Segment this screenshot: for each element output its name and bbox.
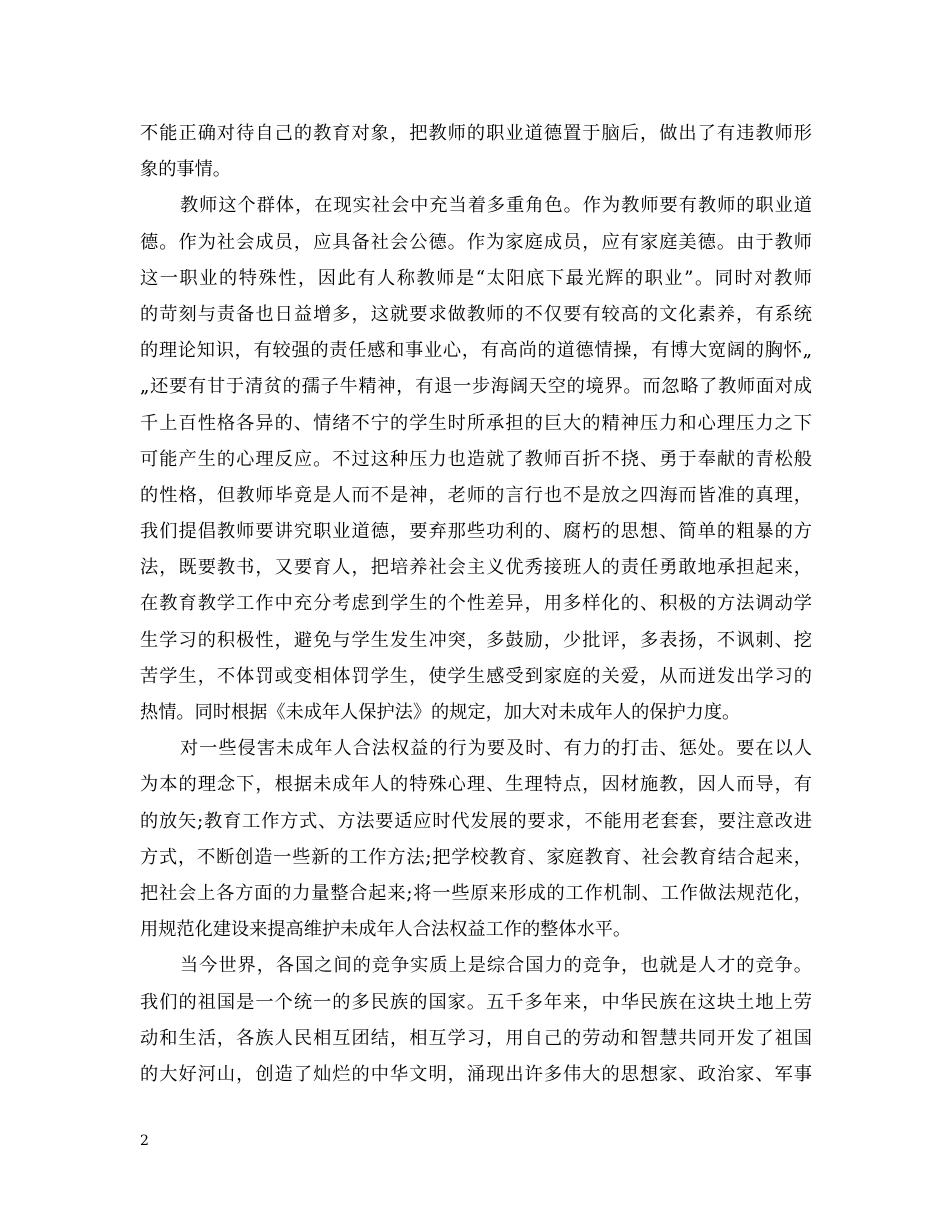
text-line: 千上百性格各异的、情绪不宁的学生时所承担的巨大的精神压力和心理压力之下 (140, 412, 812, 434)
text-line: 用规范化建设来提高维护未成年人合法权益工作的整体水平。 (140, 919, 632, 941)
text-line: 教师这个群体，在现实社会中充当着多重角色。作为教师要有教师的职业道 (180, 195, 812, 217)
page-number: 2 (140, 1133, 149, 1149)
body-text (140, 116, 812, 1093)
text-line: 在教育教学工作中充分考虑到学生的个性差异，用多样化的、积极的方法调动学 (140, 593, 812, 615)
text-line: 生学习的积极性，避免与学生发生冲突，多鼓励，少批评，多表扬，不讽刺、挖 (140, 629, 812, 651)
text-line: 热情。同时根据《未成年人保护法》的规定，加大对未成年人的保护力度。 (140, 702, 741, 723)
text-line: 不能正确对待自己的教育对象，把教师的职业道德置于脑后，做出了有违教师形 (140, 123, 812, 144)
text-line: 我们提倡教师要讲究职业道德，要弃那些功利的、腐朽的思想、简单的粗暴的方 (140, 521, 812, 543)
text-line: 苦学生，不体罚或变相体罚学生，使学生感受到家庭的关爱，从而迸发出学习的 (140, 665, 812, 687)
text-line: „还要有甘于清贫的孺子牛精神，有退一步海阔天空的境界。而忽略了教师面对成 (140, 376, 812, 398)
text-line: 动和生活，各族人民相互团结，相互学习，用自己的劳动和智慧共同开发了祖国 (140, 1027, 812, 1049)
text-line: 方式，不断创造一些新的工作方法;把学校教育、家庭教育、社会教育结合起来， (140, 846, 812, 868)
text-line: 象的事情。 (140, 159, 231, 181)
text-line: 法，既要教书，又要育人，把培养社会主义优秀接班人的责任勇敢地承担起来， (140, 557, 812, 579)
text-line: 为本的理念下，根据未成年人的特殊心理、生理特点，因材施教，因人而导，有 (140, 774, 812, 796)
text-line: 我们的祖国是一个统一的多民族的国家。五千多年来，中华民族在这块土地上劳 (140, 991, 812, 1013)
text-line: 当今世界，各国之间的竞争实质上是综合国力的竞争，也就是人才的竞争。 (180, 955, 812, 977)
text-line: 的放矢;教育工作方式、方法要适应时代发展的要求，不能用老套套，要注意改进 (140, 810, 812, 832)
text-line: 可能产生的心理反应。不过这种压力也造就了教师百折不挠、勇于奉献的青松般 (140, 448, 812, 470)
text-line: 的性格，但教师毕竟是人而不是神，老师的言行也不是放之四海而皆准的真理， (140, 484, 812, 506)
text-line: 的苛刻与责备也日益增多，这就要求做教师的不仅要有较高的文化素养，有系统 (140, 303, 812, 325)
text-line: 这一职业的特殊性，因此有人称教师是“太阳底下最光辉的职业”。同时对教师 (140, 267, 812, 289)
text-line: 德。作为社会成员，应具备社会公德。作为家庭成员，应有家庭美德。由于教师 (140, 231, 812, 253)
text-line: 的大好河山，创造了灿烂的中华文明，涌现出许多伟大的思想家、政治家、军事 (140, 1063, 812, 1085)
text-line: 的理论知识，有较强的责任感和事业心，有高尚的道德情操，有博大宽阔的胸怀„ (140, 340, 812, 362)
text-line: 对一些侵害未成年人合法权益的行为要及时、有力的打击、惩处。要在以人 (180, 738, 812, 760)
text-line: 把社会上各方面的力量整合起来;将一些原来形成的工作机制、工作做法规范化， (140, 882, 812, 904)
